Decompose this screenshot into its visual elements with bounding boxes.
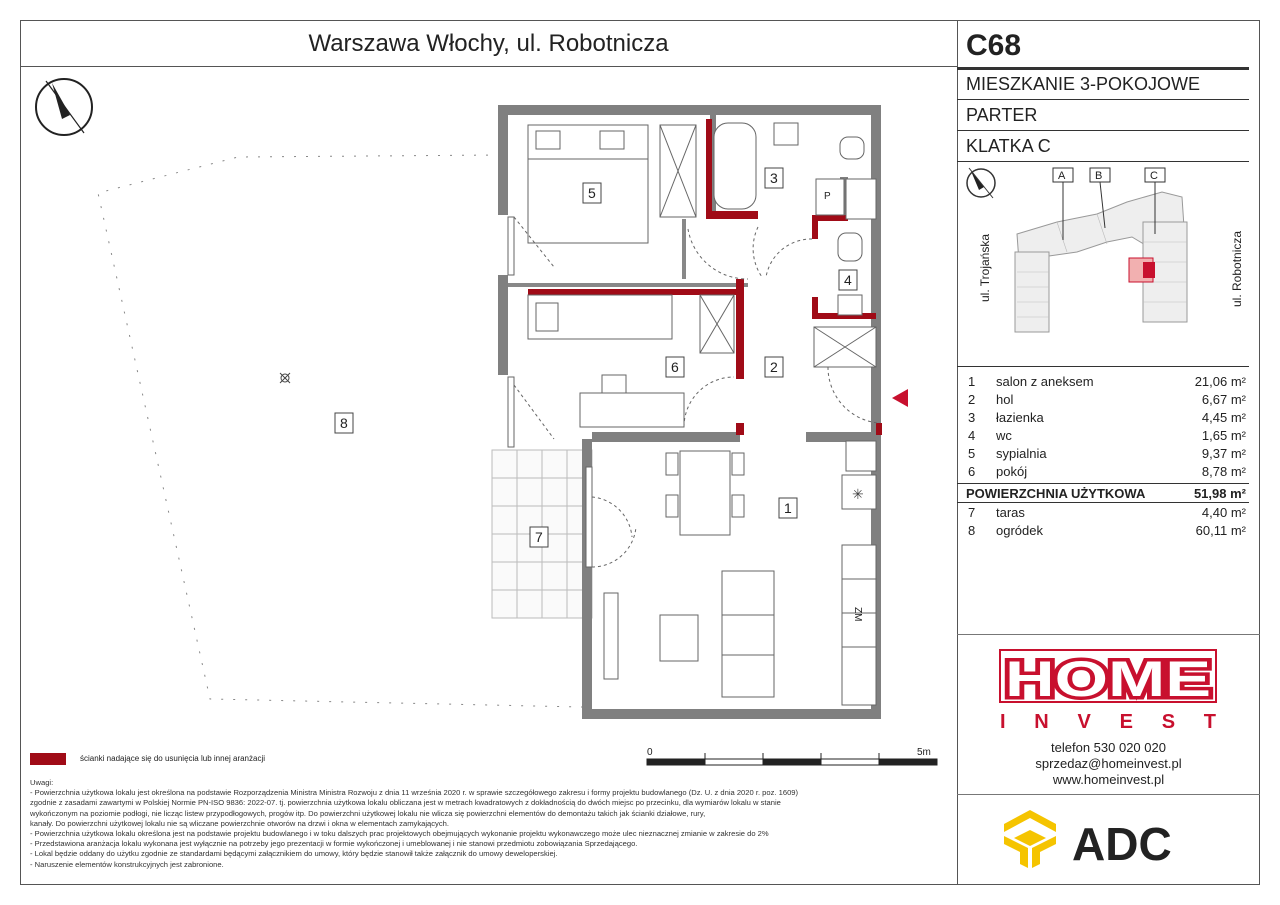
total-area-label: POWIERZCHNIA UŻYTKOWA <box>966 486 1146 501</box>
divider <box>957 502 1249 503</box>
home-invest-logo <box>998 648 1220 734</box>
room-area: 9,37 m² <box>1201 446 1246 461</box>
divider <box>957 794 1260 795</box>
fridge-label: ZM <box>852 607 863 622</box>
adc-cube-icon <box>1004 810 1056 868</box>
room-area: 6,67 m² <box>1201 392 1246 407</box>
room-row <box>966 464 1246 482</box>
boiler-label: P <box>824 191 831 202</box>
room-area: 21,06 m² <box>1194 374 1246 389</box>
street-left-label: ul. Trojańska <box>978 233 992 302</box>
room-label-7: 7 <box>535 529 543 545</box>
room-name: hol <box>996 392 1014 407</box>
note-line: kanały. Do powierzchni użytkowej lokalu nie są wliczane powierzchnie otworów na drzwi i okna w elementach zamykających. <box>30 818 449 828</box>
room-name: łazienka <box>996 410 1044 425</box>
room-name: sypialnia <box>996 446 1047 461</box>
room-row <box>966 374 1246 392</box>
divider <box>957 67 1249 70</box>
room-row <box>966 392 1246 410</box>
room-label-3: 3 <box>770 170 778 186</box>
note-line: - Lokal będzie oddany do użytku zgodnie ze standardami będącymi załącznikiem do umowy, który będzie stanowił także załącznik do umowy deweloperskiej. <box>30 849 558 859</box>
note-line: - Przedstawiona aranżacja lokalu wykonana jest wyłącznie na potrzeby jego prezentacji w formie wykończonej i umeblowanej i nie stanowi przedmiotu zobowiązania Sprzedającego. <box>30 839 638 849</box>
page-title: Warszawa Włochy, ul. Robotnicza <box>308 30 669 57</box>
divider <box>957 634 1260 635</box>
room-label-1: 1 <box>784 500 792 516</box>
note-line: - Naruszenie elementów konstrukcyjnych jest zabronione. <box>30 859 224 869</box>
site-plan <box>957 162 1260 362</box>
phone: telefon 530 020 020 <box>1051 740 1166 755</box>
room-name: salon z aneksem <box>996 374 1094 389</box>
adc-text: ADC <box>1072 818 1172 870</box>
removable-wall-swatch <box>30 753 66 765</box>
note-line: wykończonym na poziomie podłogi, nie licząc listew przypodłogowych, progów itp. Do powierzchni użytkowej lokalu nie wlicza się powierzchni elementów do demontażu takich jak ścianki działowe, rury, <box>30 808 706 818</box>
compass-icon <box>32 75 98 141</box>
room-label-6: 6 <box>671 359 679 375</box>
room-name: taras <box>996 505 1025 520</box>
outdoor-row <box>966 505 1246 523</box>
logo-invest-text: I N V E S T <box>1000 711 1216 733</box>
divider <box>957 130 1249 131</box>
room-row <box>966 446 1246 464</box>
scale-start-label: 0 <box>647 747 653 758</box>
room-row <box>966 428 1246 446</box>
apartment-code: C68 <box>966 29 1022 62</box>
room-number: 3 <box>968 410 976 425</box>
apartment-floor: PARTER <box>966 105 1038 125</box>
room-area: 60,11 m² <box>1195 523 1246 538</box>
room-area: 4,45 m² <box>1201 410 1246 425</box>
apartment-type: MIESZKANIE 3-POKOJOWE <box>966 74 1201 94</box>
room-number: 5 <box>968 446 976 461</box>
adc-logo <box>1000 808 1210 872</box>
floor-plan <box>20 67 957 758</box>
total-area-row <box>966 486 1246 501</box>
apartment-staircase: KLATKA C <box>966 136 1051 156</box>
stair-c-label: C <box>1150 170 1158 182</box>
room-row <box>966 410 1246 428</box>
room-number: 7 <box>968 505 976 520</box>
header <box>20 20 957 67</box>
room-number: 2 <box>968 392 976 407</box>
logo-home-text: HOME <box>1005 651 1211 707</box>
notes <box>30 778 950 870</box>
room-label-8: 8 <box>340 415 348 431</box>
note-line: - Powierzchnia użytkowa lokalu jest określona na podstawie Rozporządzenia Ministra Ministra Rozwoju z dnia 11 września 2020 r. w sprawie szczegółowego zakresu i formy projektu budowlanego (Dz. U. z dnia 2020 r. poz. 1609) <box>30 788 799 798</box>
room-number: 6 <box>968 464 976 479</box>
entrance-marker-icon <box>892 389 908 407</box>
stair-b-label: B <box>1095 170 1103 182</box>
divider <box>957 483 1249 484</box>
room-number: 1 <box>968 374 976 389</box>
email-link[interactable]: sprzedaz@homeinvest.pl <box>1035 756 1182 771</box>
north-arrow-icon <box>967 168 995 198</box>
room-label-5: 5 <box>588 185 596 201</box>
scale-end-label: 5m <box>917 747 931 758</box>
stair-a-label: A <box>1058 170 1066 182</box>
outdoor-row <box>966 523 1246 541</box>
total-area-value: 51,98 m² <box>1193 486 1246 501</box>
street-right-label: ul. Robotnicza <box>1230 230 1244 307</box>
divider <box>957 366 1249 367</box>
room-label-2: 2 <box>770 359 778 375</box>
room-name: pokój <box>996 464 1028 479</box>
note-line: - Powierzchnia użytkowa lokalu określona jest na podstawie projektu budowlanego i w toku dalszych prac projektowych obejmujących wykonanie projektu wykonawczego może ulec nieznacznej zmianie w zakresie do 2% <box>30 829 769 839</box>
note-line: zgodnie z zasadami zawartymi w Polskiej Normie PN-ISO 9836: 2022-07. tj. powierzchnia użytkowa lokalu obliczana jest w metrach kwadratowych z dokładnością do dwóch miejsc po przecinku, dla wymiarów lokalu w stanie <box>30 798 781 808</box>
fan-icon: ✳ <box>852 486 864 502</box>
room-name: ogródek <box>996 523 1043 538</box>
room-area: 8,78 m² <box>1201 464 1246 479</box>
room-name: wc <box>996 428 1012 443</box>
room-area: 4,40 m² <box>1201 505 1246 520</box>
website-link[interactable]: www.homeinvest.pl <box>1052 772 1165 787</box>
divider <box>957 99 1249 100</box>
room-number: 4 <box>968 428 976 443</box>
removable-wall-note: ścianki nadające się do usunięcia lub innej aranżacji <box>80 754 266 763</box>
note-line: Uwagi: <box>30 778 54 787</box>
garden-center-marker <box>280 373 290 383</box>
room-area: 1,65 m² <box>1201 428 1246 443</box>
room-label-4: 4 <box>844 272 852 288</box>
room-number: 8 <box>968 523 976 538</box>
